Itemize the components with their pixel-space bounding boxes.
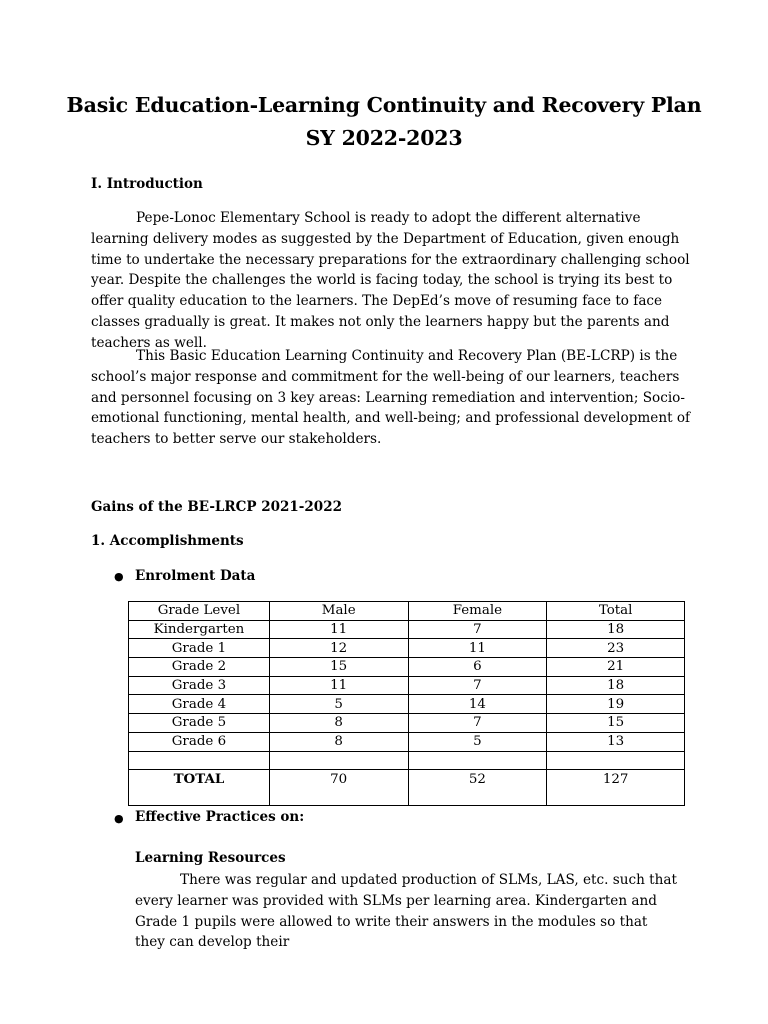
document-title: Basic Education-Learning Continuity and Recovery Plan	[66, 93, 702, 117]
table-cell: 8	[269, 732, 408, 751]
table-cell	[547, 751, 685, 770]
effective-practices-heading: Effective Practices on:	[135, 809, 305, 825]
table-cell: 15	[547, 714, 685, 733]
table-cell: 52	[408, 770, 547, 806]
table-total-row	[129, 770, 685, 806]
table-row	[129, 620, 685, 639]
table-cell: 127	[547, 770, 685, 806]
table-cell: 18	[547, 676, 685, 695]
table-row	[129, 658, 685, 677]
table-cell	[129, 751, 270, 770]
table-header-row	[129, 602, 685, 621]
column-header: Grade Level	[129, 602, 270, 621]
learning-resources-heading: Learning Resources	[135, 850, 286, 866]
table-row	[129, 751, 685, 770]
table-cell: 14	[408, 695, 547, 714]
table-row	[129, 714, 685, 733]
enrolment-data-heading: Enrolment Data	[135, 568, 256, 584]
bullet-icon: ●	[114, 570, 124, 583]
table-cell: 11	[408, 639, 547, 658]
table-cell: 8	[269, 714, 408, 733]
table-cell: 18	[547, 620, 685, 639]
table-cell: Kindergarten	[129, 620, 270, 639]
intro-paragraph-2: This Basic Education Learning Continuity and Recovery Plan (BE-LCRP) is the school’s major response and commitment for the well-being of our learners, teachers and personnel focusing on 3 key areas: Learning remediation and intervention; Socio-emotional functioning, mental health, and well-being; and professional development of teachers to better serve our stakeholders.	[91, 348, 691, 448]
table-cell: 11	[269, 620, 408, 639]
table-cell: Grade 1	[129, 639, 270, 658]
table-cell: Grade 2	[129, 658, 270, 677]
table-cell: 21	[547, 658, 685, 677]
table-cell: 12	[269, 639, 408, 658]
column-header: Total	[547, 602, 685, 621]
table-cell: 5	[269, 695, 408, 714]
section-heading-introduction: I. Introduction	[91, 176, 203, 192]
table-cell: Grade 3	[129, 676, 270, 695]
table-cell: 11	[269, 676, 408, 695]
table-cell	[269, 751, 408, 770]
table-cell: 19	[547, 695, 685, 714]
table-cell	[408, 751, 547, 770]
table-cell: Grade 6	[129, 732, 270, 751]
bullet-icon: ●	[114, 812, 124, 825]
column-header: Female	[408, 602, 547, 621]
table-cell: Grade 5	[129, 714, 270, 733]
learning-resources-paragraph: There was regular and updated production of SLMs, LAS, etc. such that every learner was provided with SLMs per learning area. Kindergarten and Grade 1 pupils were allowed to write their answers in the modules so that they can develop their	[135, 872, 677, 951]
table-cell: 5	[408, 732, 547, 751]
gains-heading: Gains of the BE-LRCP 2021-2022	[91, 499, 342, 515]
table-row	[129, 695, 685, 714]
table-row	[129, 639, 685, 658]
table-cell: 15	[269, 658, 408, 677]
column-header: Male	[269, 602, 408, 621]
intro-paragraph-1: Pepe-Lonoc Elementary School is ready to adopt the different alternative learning delivery modes as suggested by the Department of Education, given enough time to undertake the necessary preparations for the extraordinary challenging school year. Despite the challenges the world is facing today, the school is trying its best to offer quality education to the learners. The DepEd’s move of resuming face to face classes gradually is great. It makes not only the learners happy but the parents and teachers as well.	[91, 210, 690, 351]
table-cell: 23	[547, 639, 685, 658]
table-cell: 7	[408, 676, 547, 695]
table-row	[129, 676, 685, 695]
accomplishments-heading: 1. Accomplishments	[91, 533, 244, 549]
document-subtitle: SY 2022-2023	[305, 126, 463, 150]
total-label: TOTAL	[129, 770, 270, 806]
table-cell: Grade 4	[129, 695, 270, 714]
table-cell: 13	[547, 732, 685, 751]
table-row	[129, 732, 685, 751]
table-cell: 7	[408, 714, 547, 733]
table-cell: 70	[269, 770, 408, 806]
table-cell: 6	[408, 658, 547, 677]
table-cell: 7	[408, 620, 547, 639]
enrolment-table	[128, 601, 685, 806]
